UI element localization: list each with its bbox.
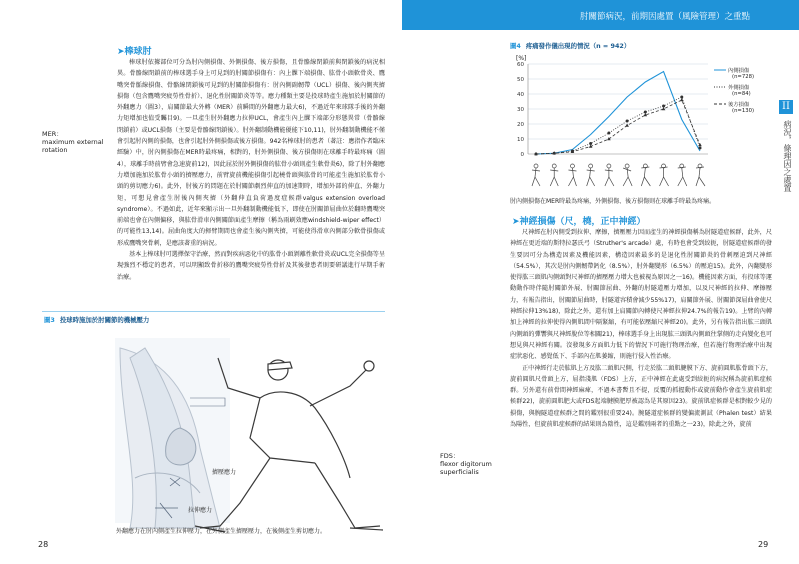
chart-legend xyxy=(714,66,754,114)
y-tick-label: 0 xyxy=(520,152,524,158)
chart-grid xyxy=(528,64,708,154)
figure4-chart xyxy=(500,50,770,195)
annotation-tension: 拉伸應力 xyxy=(188,507,213,514)
left-page-number: 28 xyxy=(38,540,49,549)
chart-series xyxy=(534,72,702,156)
figure4-number: 圖4 xyxy=(510,42,521,50)
legend-label: 外側損傷 xyxy=(728,85,750,91)
left-paragraph-1: 棒球肘依據部位可分為肘內側損傷、外側損傷、後方損傷，且骨骼線閉鎖前與閉鎖後的病況相異。骨骼線閉鎖前的棒球選手身上可見到的肘關節損傷有：內上髁下端損傷、肱骨小頭軟骨炎、鷹嘴突骨骺線損傷、骨骼線閉鎖後可見到的肘關節損傷有：肘內側副韌帶（UCL）損傷、後內側夾擠損傷（包含鷹嘴突疲勞性骨折）、退化性肘關節炎等等。應力種類主要是投球時產生施加於肘關節的外翻應力（圖3），肩關節最大外轉（MER）前瞬間的外翻應力最大6)，不過近年來球隊手後的外翻力矩增加也值受矚目9)。一旦產生肘外翻應力拉伸UCL，會產生內上髁下端部分形態異常（骨骼線閉鎖前）或UCL損傷（主要是骨骼線閉鎖後）。肘外翻制動機能優能下10,11)，肘外翻制動機能不僅會引起肘內側的損傷，也會引起肘外側損傷或後方損傷。942名棒球肘的患者（著註：應指作者臨床經驗）中，肘內側損傷在MER時最疼痛，相對的，肘外側損傷、後方損傷則在球離手時最疼痛（圖4），球離手時前臂會急速旋前12)，因此屈於肘外側損傷的肱骨小頭則產生軟骨炎6)，除了肘外翻應力增加施加於肱骨小頭的擠壓應力，前臂旋前機能損傷引起橈骨頭與肱骨的可能產生施加於肱骨小頭的剪切應力6)。此外，肘後方的問題在於肘關節劇烈伸直的加速期時，增加外部的伸直、外翻力矩，可想見會產生肘後內側夾擠（外翻伸直負荷過度症候群valgus extension overload syndrome）。不過如此，近年來顯示出一旦外翻制動機能低下，即使在肘關節屈曲位於翻時鷹嘴突前端也會在內側偏移，與肱骨滑車內側關節面產生摩擦（稱為雨刷效應windshield-wiper effect）的可能性13,14)。屈曲角度大的揮臂期間也會產生後內側夾擠，可能使得滑車內側部分軟骨損傷或形成鷹嘴突骨刺，是應該著重的病況。 xyxy=(117,59,385,247)
side-note-definition: flexor digitorum superficialis xyxy=(440,460,492,476)
figure-rule xyxy=(42,311,385,312)
chapter-tab-text: 病況，條理因之處置 xyxy=(783,120,792,192)
legend-label: 後方損傷 xyxy=(728,102,750,108)
pitching-phase-figure xyxy=(587,164,595,186)
legend-count: (n=130) xyxy=(732,108,755,114)
side-note-term: MER： xyxy=(42,130,63,138)
y-tick-label: 10 xyxy=(517,137,524,143)
figure4-caption: 肘內側損傷在MER時最為疼痛，外側損傷、後方損傷則在球離手時最為疼痛。 xyxy=(510,198,716,205)
section-title-baseball-elbow: ➤棒球肘 xyxy=(117,47,152,57)
data-point xyxy=(699,147,702,150)
right-paragraph-1: 尺神經在肘內側受到拉伸、摩擦，擠壓壓力因而產生的神經損傷稱為肘隧道症候群，此外，尺神經在更近端的斯特拉瑟氏弓（Struther's arcade）處，有時也會受到絞扼，肘隧道症候群的發生要因可分為構造因素及機能因素，構造因素最多的是退化性肘關節炎的骨刺壓迫到尺神經（54.5%），其次是肘內側韌帶鈣化（8.5%），肘外翻變形（6.5%）的壓迫15)。此外，內翻變形使得肱三頭肌內側頭對尺神經的擠壓壓力增大也被視為原因之一16)。機能因素方面，有投球等運動動作時伴隨肘關節外展、肘關節屈曲、外翻的肘隧道壓力增加，以及尺神經的拉伸、摩擦壓力，有報告指出，肘關節屈曲時，肘隧道容積會減少55%17)，肩關節外展、肘關節深屈曲會使尺神經拉伸13%18)，除此之外，還有加上肩關節內轉使尺神經拉伸24.7%的報告19)。上臂的內轉加上神經的拉伸使得內側肌間中隔緊縮，有可能依壓縮尺神經20)。此外，另有報告指出肱三頭肌內側頭的彈響與尺神經脫位等相關21)，棒球選手身上出現肱三頭肌內側頭往掌側的走向變化也可想見與尺神經有關。沒發現多方面肌力低下的情況下可施行物理治療，但若施行物理治療中出現症狀惡化、感覺低下、手部內在肌萎縮，則施行侵入性治療。 xyxy=(510,229,772,361)
chapter-tab-number: II xyxy=(779,100,793,114)
pitching-phase-figure xyxy=(660,164,669,186)
pitching-phase-figure xyxy=(532,164,540,186)
side-note-term: FDS： xyxy=(440,452,460,460)
side-note-definition: maximum external rotation xyxy=(42,138,104,154)
figure3-title: 投球時施加於肘關節的機械壓力 xyxy=(59,316,150,324)
figure3-label xyxy=(44,315,149,324)
data-point xyxy=(626,120,629,123)
y-tick-label: 20 xyxy=(517,122,524,128)
pitching-phase-figure xyxy=(550,164,558,186)
pitching-phase-figure xyxy=(641,164,650,186)
legend-count: (n=84) xyxy=(732,91,751,97)
pitching-phase-figure xyxy=(605,164,614,186)
side-note-mer xyxy=(42,130,110,154)
legend-count: (n=728) xyxy=(732,74,755,80)
y-tick-label: 60 xyxy=(517,62,524,68)
pitching-phase-figure xyxy=(623,164,632,186)
compression-stress-annotation xyxy=(212,468,236,476)
chart-y-axis-label: [%] xyxy=(516,55,527,62)
figure3-illustration xyxy=(100,328,385,540)
chart-pitching-phases xyxy=(532,164,705,186)
data-point xyxy=(607,137,611,140)
right-page-number: 29 xyxy=(758,540,769,549)
y-tick-label: 30 xyxy=(517,107,524,113)
side-note-fds xyxy=(440,452,502,476)
chart-y-ticks xyxy=(517,62,525,158)
series-line xyxy=(536,97,700,154)
section-title-nerve-injury: ➤神經損傷（尺，橈，正中神經） xyxy=(512,217,646,227)
left-body xyxy=(117,57,385,305)
figure3-number: 圖3 xyxy=(44,316,55,324)
data-point xyxy=(680,98,684,101)
figure4-label xyxy=(510,41,630,50)
pitching-phase-figure xyxy=(678,164,687,186)
series-line xyxy=(536,72,700,155)
y-tick-label: 40 xyxy=(517,92,524,98)
y-tick-label: 50 xyxy=(517,77,524,83)
data-point xyxy=(662,107,666,110)
data-point xyxy=(607,132,610,135)
header-title: 肘關節病況，前期因處置（風險管理）之重點 xyxy=(580,12,751,22)
right-paragraph-2: 正中神經行走於肱肌上方及肱二頭肌尺側，行走於肱二頭肌腱膜下方、旋前圓肌肱骨頭下方，旋前圓肌尺骨頭上方，屈指淺肌（FDS）上方，正中神經在此處受到絞扼的病況稱為旋前肌症候群。另外還有前骨間神經麻痺，不過本書暫且不提，反覆的抓握動作或旋前動作會產生旋前肌症候群22)，旋前圓肌肥大或FDS起端腱膜肥厚被認為是其原因23)。旋前肌症候群是相對較少見的損傷，與腕隧道症候群之間的鑑別很重要24)。腕隧道症候群的變偏流測試（Phalen test）結果為陽性，但旋前肌症候群的結果則為陰性，這是鑑別兩者的重點之一23)，除此之外，旋前 xyxy=(510,364,772,429)
pitching-phase-figure xyxy=(568,164,576,186)
elbow-detail xyxy=(115,338,230,528)
legend-label: 內側損傷 xyxy=(728,68,750,74)
figure4-title: 疼痛發作儀出現的情況（n = 942） xyxy=(525,42,631,50)
annotation-compression: 擠壓應力 xyxy=(212,469,237,476)
left-paragraph-2: 基本上棒球肘可選擇保守治療，然而對疾病惡化中的肱骨小頭剝離性軟骨炎或UCL完全損傷等呈現強烈不穩定的患者，可以明顯致骨折移的鷹嘴突疲勞性骨折及其後發患者則要研議進行早期手術治療。 xyxy=(117,251,385,281)
figure3-caption: 外翻應力在肘內側產生拉伸壓力，在外側產生擠壓壓力，在後側產生剪切應力。 xyxy=(116,528,327,535)
pitching-phase-figure xyxy=(696,164,705,186)
tension-stress-annotation xyxy=(188,506,212,514)
right-body xyxy=(510,227,772,540)
